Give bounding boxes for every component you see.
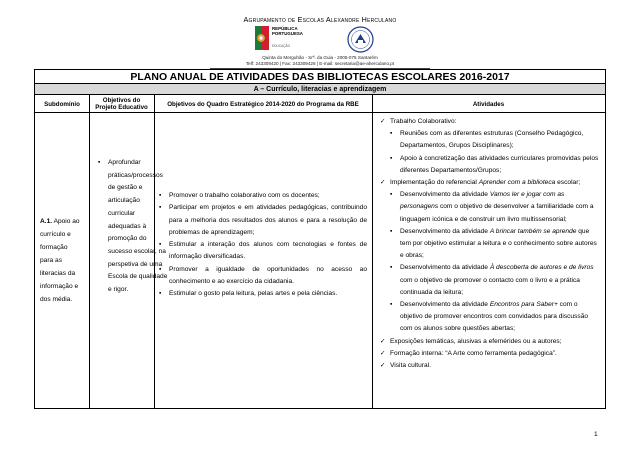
project-goals-cell: [98, 157, 168, 297]
republic-logo: [255, 26, 335, 54]
section-title: A – Currículo, literacias e aprendizagem: [35, 84, 605, 95]
column-header-project-goals: Objetivos do Projeto Educativo: [95, 97, 148, 111]
school-address: Quinta do Merguhão - Srª. da Guia - 2005-075 Santarém: [262, 55, 378, 60]
activity-item: ✓ Implementação do referencial Aprender com a biblioteca escolar;: [380, 177, 602, 189]
column-divider: [89, 95, 90, 408]
subdomain-cell: [40, 215, 85, 306]
logo-group: [237, 26, 407, 54]
activity-subitem: ▪ Desenvolvimento da atividade À descoberta de autores e de livros com o objetivo de promover o contacto com o livro e a prática continuada da leitura;: [380, 262, 602, 299]
page-number: 1: [594, 431, 598, 438]
strategic-goals-cell: [159, 190, 367, 301]
subdomain-code: A.1.: [40, 218, 53, 225]
activity-subitem: ▪ Desenvolvimento da atividade Vamos ler e jogar com as personagens com o objetivo de desenvolver a familiaridade com a linguagem icónica e de construir um livro multissensorial;: [380, 189, 602, 226]
subdomain-text: currículo e: [40, 231, 71, 238]
strategic-goal-item: ▪ Promover o trabalho colaborativo com os docentes;: [159, 190, 367, 202]
activity-item: ✓ Formação interna: “A Arte como ferramenta pedagógica”.: [380, 348, 602, 360]
subdomain-text: para as: [40, 257, 62, 264]
strategic-goal-item: ▪ Estimular a interação dos alunos com tecnologias e fontes de informação diversificadas.: [159, 239, 367, 264]
table-header-row: [35, 95, 605, 113]
document-title: PLANO ANUAL DE ATIVIDADES DAS BIBLIOTECAS ESCOLARES 2016-2017: [35, 70, 605, 84]
activity-item: ✓ Exposições temáticas, alusivas a efemérides ou a autores;: [380, 336, 602, 348]
subdomain-text: formação: [40, 244, 68, 251]
activity-item: ✓ Visita cultural.: [380, 360, 602, 372]
activity-item: ✓ Trabalho Colaborativo:: [380, 116, 602, 128]
activity-subitem: ▪ Desenvolvimento da atividade A brincar também se aprende que tem por objetivo estimular a leitura e o conhecimento sobre autores e obras;: [380, 226, 602, 263]
project-goal-item: ▪ Aprofundar práticas/processos de gestão e articulação curricular adequadas à promoção do sucesso escolar, na perspetiva de uma Escola de qualidade e rigor.: [98, 157, 168, 297]
subdomain-text: informação e: [40, 283, 79, 290]
school-seal-icon: [347, 26, 374, 53]
strategic-goal-item: ▪ Promover a igualdade de oportunidades no acesso ao conhecimento e ao exercício da cidadania.: [159, 264, 367, 289]
school-name: Agrupamento de Escolas Alexandre Herculano: [243, 15, 397, 24]
strategic-goal-item: ▪ Estimular o gosto pela leitura, pelas artes e pela ciências.: [159, 288, 367, 300]
subdomain-text: Apoio ao: [53, 218, 80, 225]
strategic-goal-item: ▪ Participar em projetos e em atividades pedagógicas, contribuindo para a melhoria dos resultados dos alunos e para a resolução de problemas de aprendizagem;: [159, 202, 367, 239]
school-contacts: Telf: 243309420 | Fax: 243309426 | E-mail: secretaria@ae-aherculano.pt: [245, 61, 395, 66]
republic-line-2: PORTUGUESA: [272, 31, 303, 36]
activities-cell: [380, 116, 602, 372]
activity-subitem: ▪ Apoio à concretização das atividades curriculares promovidas pelos diferentes Departamentos/Grupos;: [380, 153, 602, 177]
column-header-subdomain: Subdomínio: [44, 100, 80, 108]
republic-sub: EDUCAÇÃO: [272, 44, 291, 48]
subdomain-text: dos média.: [40, 296, 73, 303]
activity-subitem: ▪ Desenvolvimento da atividade Encontros para Saber+ com o objetivo de promover encontros com convidados para discussão com os alunos sobre questões abertas;: [380, 299, 602, 336]
coat-of-arms-icon: [255, 26, 269, 50]
column-header-activities: Atividades: [472, 100, 505, 108]
subdomain-text: literacias da: [40, 270, 76, 277]
column-divider: [372, 95, 373, 408]
activity-subitem: ▪ Reuniões com as diferentes estruturas (Conselho Pedagógico, Departamentos, Grupos Disciplinares);: [380, 128, 602, 152]
column-header-strategic-goals: Objetivos do Quadro Estratégico 2014-2020 do Programa da RBE: [167, 100, 359, 108]
activities-table: [34, 69, 606, 409]
republic-line-1: REPÚBLICA: [272, 26, 298, 31]
